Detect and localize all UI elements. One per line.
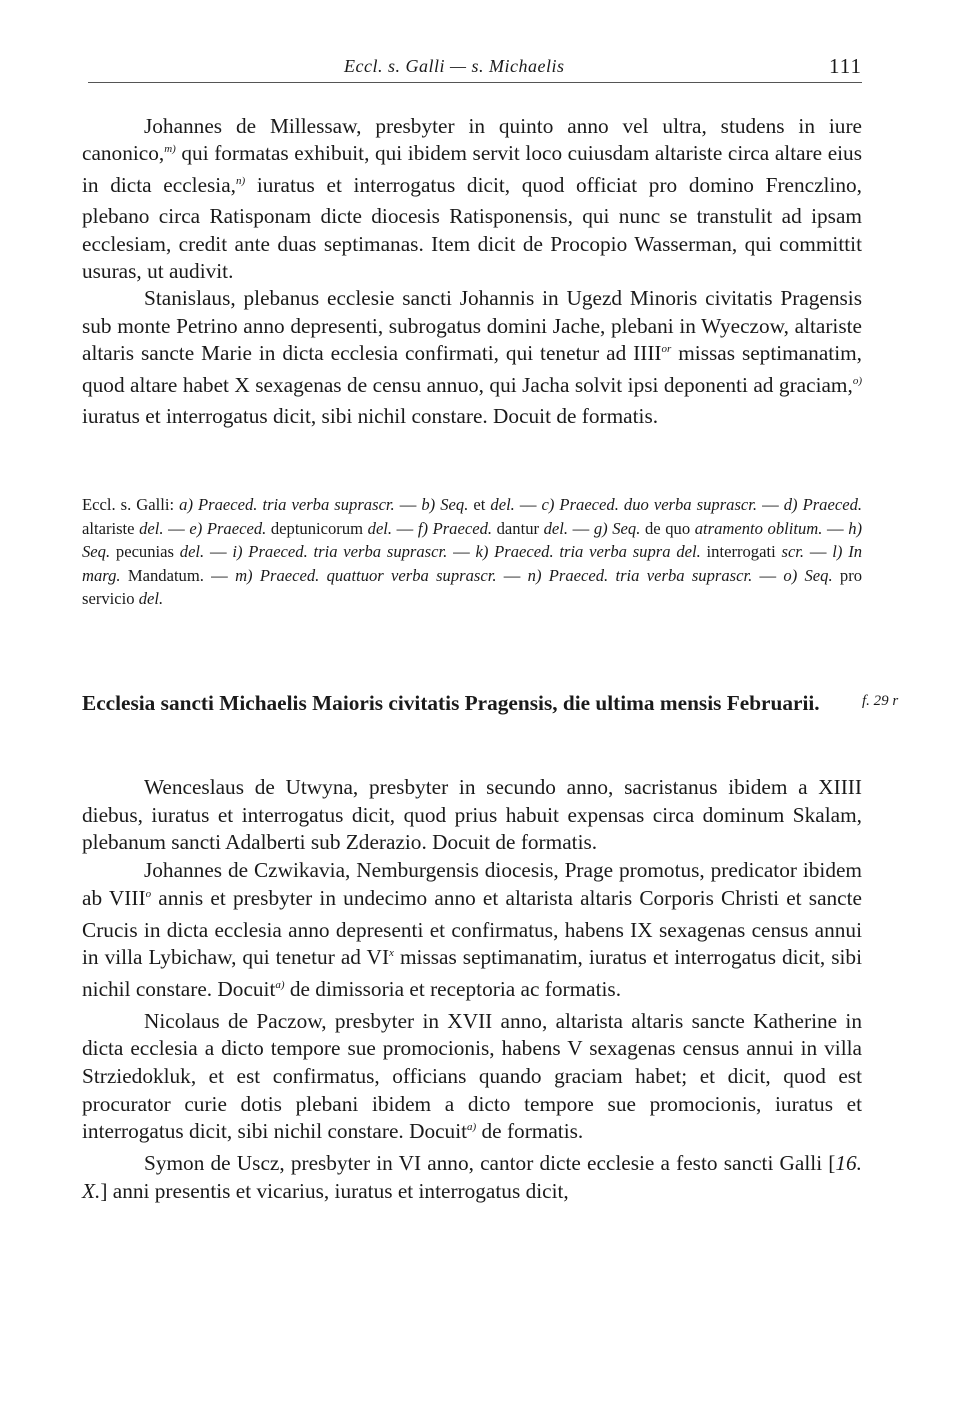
text-run: — <box>394 495 422 514</box>
footnote-marker: a) <box>275 978 285 991</box>
text-run: qui formatas exhibuit, qui ibidem servit loco cuiusdam altariste circa altare eius in dicta ecclesia, <box>82 141 862 197</box>
italic-text: g) Seq. <box>593 518 641 538</box>
italic-text: del. <box>139 518 164 538</box>
section-heading: Ecclesia sancti Michaelis Maioris civitatis Pragensis, die ultima mensis Februarii. <box>82 691 820 715</box>
footnote-marker: o <box>145 887 152 900</box>
italic-text: a) Praeced. tria verba suprascr. <box>179 495 395 514</box>
footnote-marker: o) <box>852 374 862 387</box>
header-rule <box>88 82 862 83</box>
paragraph <box>82 774 862 857</box>
text-block-gallus <box>82 113 862 430</box>
text-run: — <box>568 518 594 538</box>
footnote-marker: x <box>389 947 394 960</box>
italic-text: m) Praeced. quattuor verba suprascr. <box>235 565 497 585</box>
text-run: de formatis. <box>476 1119 584 1144</box>
text-run: Johannes de Czwikavia, Nemburgensis diocesis, Prage promotus, predicator ibidem ab VIII <box>82 858 862 910</box>
italic-text: f) Praeced. <box>417 518 493 538</box>
text-run: — <box>822 518 849 538</box>
text-run: Wenceslaus de Utwyna, presbyter in secundo anno, sacristanus ibidem a XIIII diebus, iuratus et interrogatus dicit, quod prius habuit expensas circa dominum Skalam, plebanum sancti Adalberti sub Zderazio. Docuit de formatis. <box>82 775 862 855</box>
italic-text: del. <box>367 518 393 538</box>
text-run: Mandatum. — <box>120 565 236 585</box>
text-run: et <box>468 495 491 514</box>
footnotes-apparatus <box>82 493 862 611</box>
text-run: — <box>447 542 476 562</box>
text-run: interrogati <box>700 542 782 562</box>
text-run: pro servicio <box>82 565 863 609</box>
italic-text: del. <box>543 518 569 538</box>
text-run: — <box>496 565 528 585</box>
italic-text: del. <box>179 542 205 562</box>
italic-text: e) Praeced. <box>189 518 267 538</box>
italic-text: l) In marg. <box>82 542 863 585</box>
text-run: — <box>752 565 784 585</box>
footnote-marker: or <box>661 343 672 356</box>
text-run: Stanislaus, plebanus ecclesie sancti Johannis in Ugezd Minoris civitatis Pragensis sub monte Petrino anno depresenti, subrogatus domini Jache, plebani in Wyeczow, altariste altaris sancte Marie in dicta ecclesia confirmati, qui tenetur ad IIII <box>82 286 862 366</box>
italic-text: b) Seq. <box>421 495 469 514</box>
text-block-michael <box>82 774 862 1206</box>
text-run: — <box>804 542 833 562</box>
italic-text: d) Praeced. <box>783 495 863 514</box>
paragraph <box>82 857 862 1008</box>
italic-text: i) Praeced. tria verba suprascr. <box>232 542 448 562</box>
footnote-paragraph <box>82 493 862 611</box>
text-run: altariste <box>82 518 140 538</box>
footnote-marker: m) <box>164 143 176 156</box>
text-run: Eccl. s. Galli: <box>82 495 180 514</box>
text-run: annis et presbyter in undecimo anno et altarista altaris Corporis Christi et sancte Crucis in dicta ecclesia anno depresenti et confirmatus, habens IX sexagenas census annui in villa Lybichaw, qui tenetur ad VI <box>82 885 863 970</box>
footnote-marker: n) <box>236 174 246 187</box>
text-run: — <box>514 495 542 514</box>
italic-text: n) Praeced. tria verba suprascr. <box>527 565 753 585</box>
italic-text: o) Seq. <box>783 565 833 585</box>
paragraph <box>82 1008 862 1151</box>
text-run: — <box>163 518 190 538</box>
text-run: — <box>392 518 418 538</box>
text-run: missas septimanatim, quod altare habet X sexagenas de censu annuo, qui Jacha solvit ipsi deponenti ad graciam, <box>82 341 863 397</box>
text-run: dantur <box>492 518 544 538</box>
page-number: 111 <box>829 54 862 78</box>
text-run: Nicolaus de Paczow, presbyter in XVII anno, altarista altaris sancte Katherine in dicta ecclesia a dicto tempore sue promocionis, habens V sexagenas census annui in villa Strziedokluk, et est confirmatus, officians quando graciam habet; et dicit, quod est procurator curie dotis plebani ibidem a dicto tempore sue promocionis, iuratus et interrogatus dicit, sibi nichil constare. Docuit <box>82 1008 862 1144</box>
italic-text: atramento oblitum. <box>694 518 823 538</box>
text-run: iuratus et interrogatus dicit, quod officiat pro domino Frenczlino, plebano circa Ratisponam dicte diocesis Ratisponensis, qui nunc se transtulit ad ipsam ecclesiam, credit ante duas septimanas. Item dicit de Procopio Wasserman, qui committit usuras, ut audivit. <box>82 172 863 284</box>
paragraph <box>82 113 862 285</box>
paragraph <box>82 1150 862 1205</box>
text-run: de quo <box>640 518 695 538</box>
italic-text: h) Seq. <box>82 518 863 562</box>
italic-text: del. <box>490 495 515 514</box>
italic-text: k) Praeced. tria verba supra del. <box>475 542 701 562</box>
text-run: Symon de Uscz, presbyter in VI anno, cantor dicte ecclesie a festo sancti Galli [ <box>144 1151 836 1176</box>
text-run: Johannes de Millessaw, presbyter in quinto anno vel ultra, studens in iure canonico, <box>82 114 862 166</box>
italic-text: c) Praeced. duo verba suprascr. <box>541 495 758 514</box>
text-run: missas septimanatim, iuratus et interrogatus dicit, sibi nichil constare. Docuit <box>82 945 862 1001</box>
footnote-marker: a) <box>467 1121 477 1134</box>
running-head-title: Eccl. s. Galli — s. Michaelis <box>344 56 565 76</box>
text-run: deptunicorum <box>266 518 368 538</box>
text-run: pecunias <box>110 542 180 562</box>
italic-text: 16. X. <box>82 1151 862 1203</box>
text-run: de dimissoria et receptoria ac formatis. <box>284 976 622 1001</box>
text-run: — <box>204 542 233 562</box>
text-run: ] anni presentis et vicarius, iuratus et interrogatus dicit, <box>100 1178 569 1203</box>
text-run: iuratus et interrogatus dicit, sibi nichil constare. Docuit de formatis. <box>82 404 659 429</box>
text-run: — <box>757 495 784 514</box>
paragraph <box>82 285 862 430</box>
folio-margin-note: f. 29 r <box>862 693 899 709</box>
italic-text: scr. <box>781 542 805 562</box>
italic-text: del. <box>138 589 164 609</box>
